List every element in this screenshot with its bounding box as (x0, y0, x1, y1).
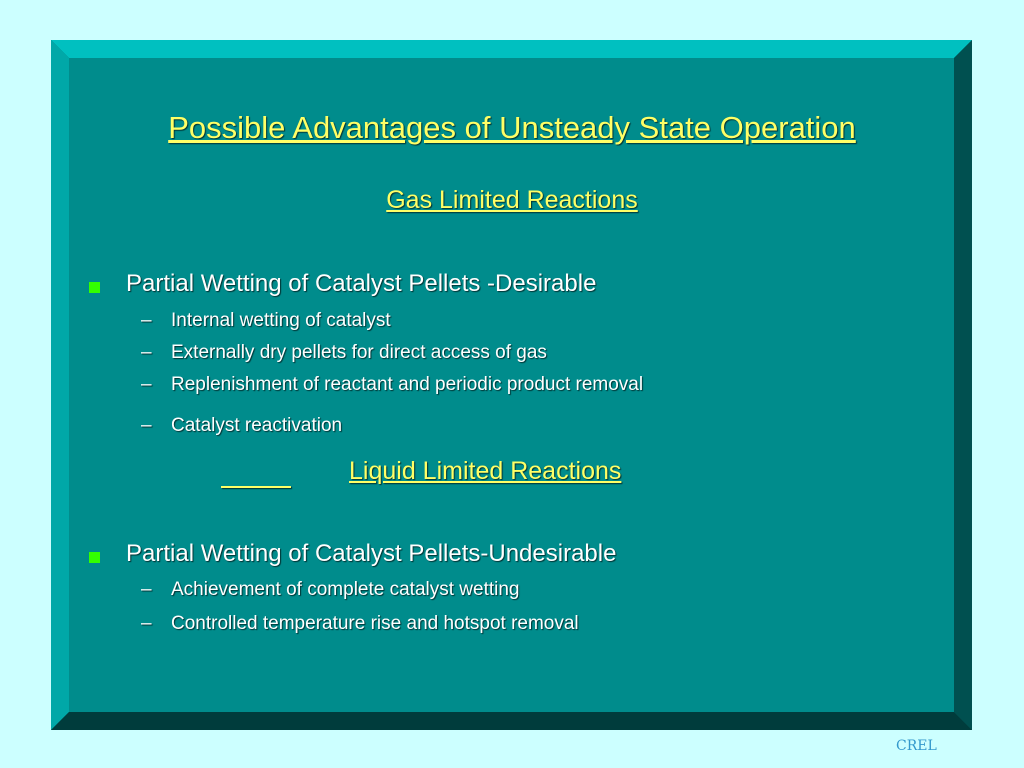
section-heading-liquid: Liquid Limited Reactions (349, 457, 622, 485)
dash-marker: – (141, 342, 152, 363)
section-heading-gas: Gas Limited Reactions (386, 186, 638, 214)
square-bullet-icon (89, 552, 100, 563)
footer-label: CREL (896, 738, 937, 754)
bullet-desirable: Partial Wetting of Catalyst Pellets -Desirable (126, 270, 597, 297)
frame-bevel-bottom (51, 712, 972, 730)
dash-marker: – (141, 613, 152, 634)
bullet-undesirable: Partial Wetting of Catalyst Pellets-Undesirable (126, 540, 617, 567)
subitem-externally-dry: Externally dry pellets for direct access of gas (171, 342, 547, 363)
dash-marker: – (141, 579, 152, 600)
square-bullet-icon (89, 282, 100, 293)
blank-underline (221, 486, 291, 488)
dash-marker: – (141, 415, 152, 436)
subitem-replenishment: Replenishment of reactant and periodic product removal (171, 374, 644, 395)
frame-bevel-top (51, 40, 972, 58)
subitem-internal-wetting: Internal wetting of catalyst (171, 310, 391, 331)
dash-marker: – (141, 374, 152, 395)
dash-marker: – (141, 310, 152, 331)
subitem-reactivation: Catalyst reactivation (171, 415, 343, 436)
slide-title: Possible Advantages of Unsteady State Operation (168, 110, 856, 145)
subitem-complete-wetting: Achievement of complete catalyst wetting (171, 579, 520, 600)
subitem-temperature-rise: Controlled temperature rise and hotspot removal (171, 613, 579, 634)
